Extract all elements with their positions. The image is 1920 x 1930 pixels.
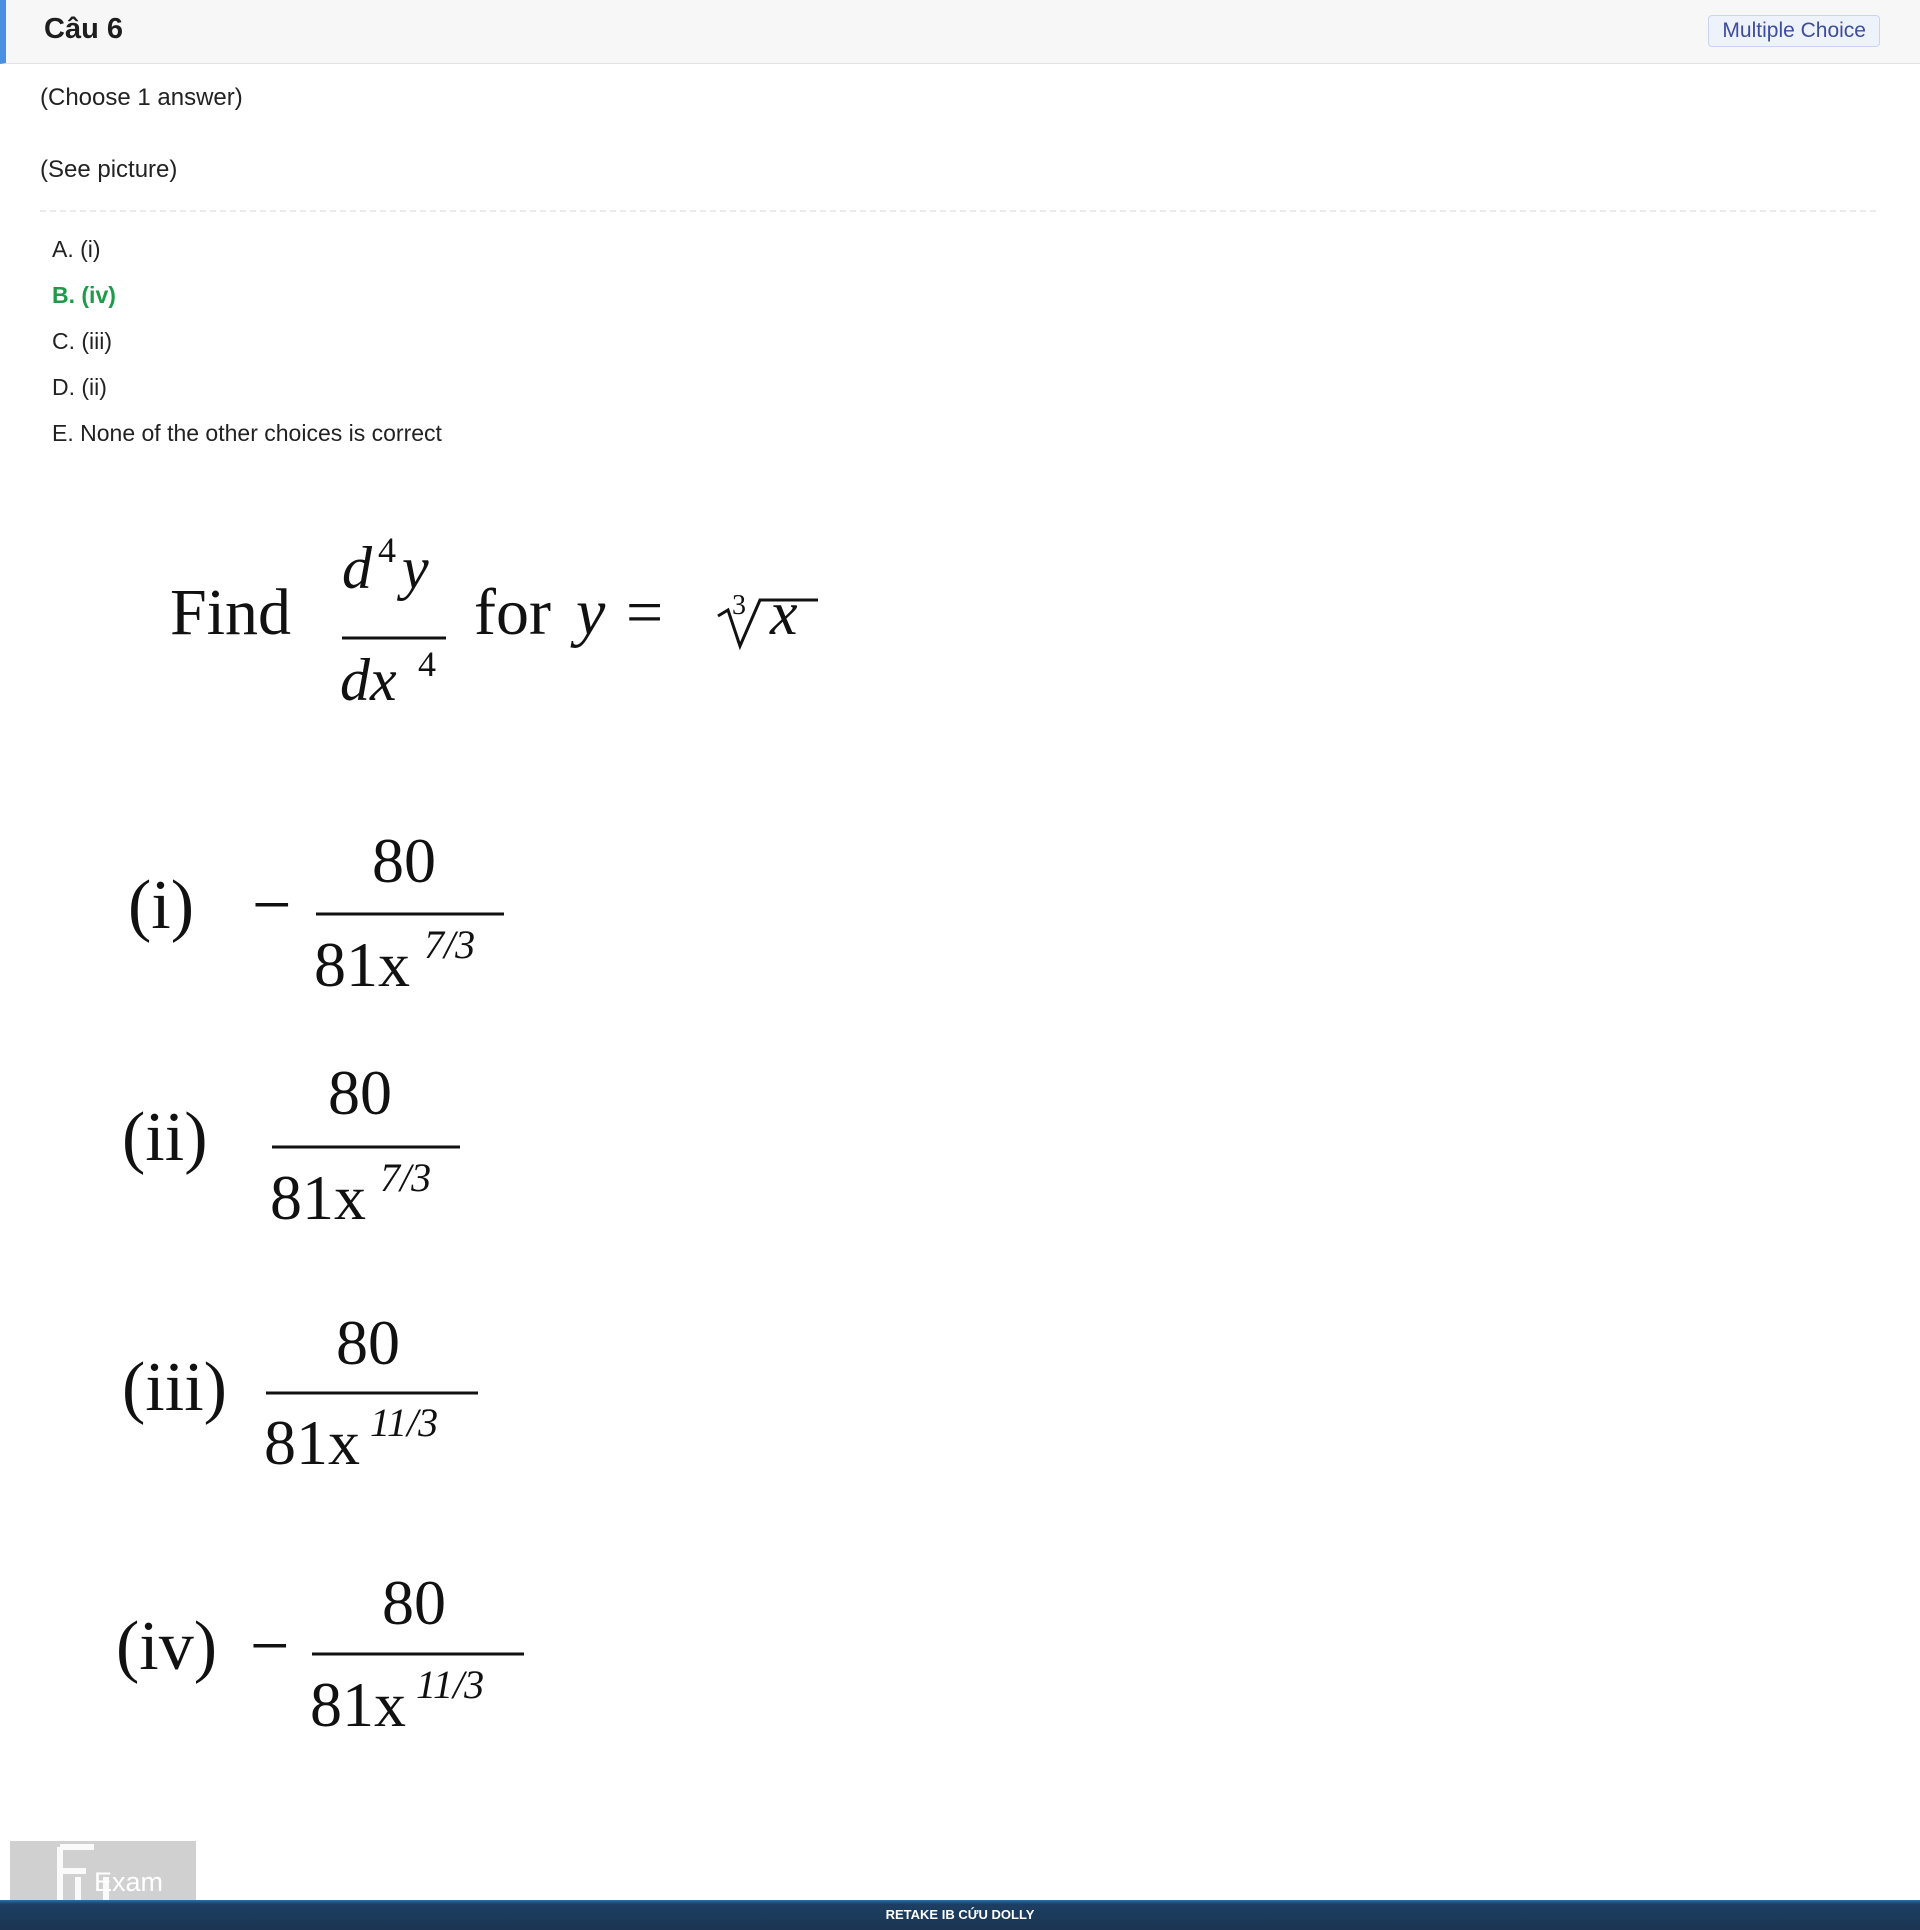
choice-i-numerator: 80: [372, 825, 436, 896]
answer-options: [52, 226, 442, 456]
option-b-correct[interactable]: B. (iv): [52, 282, 116, 308]
option-e[interactable]: E. None of the other choices is correct: [52, 420, 442, 446]
for-word: for: [474, 576, 551, 649]
choice-iii-denominator: 81x: [264, 1407, 360, 1478]
divider: [40, 210, 1876, 212]
choice-i: [128, 825, 504, 1000]
choice-ii-denominator: 81x: [270, 1162, 366, 1233]
footer-text: RETAKE IB CỨU DOLLY: [885, 1907, 1035, 1922]
choice-iv-sign: −: [250, 1608, 290, 1685]
option-a[interactable]: A. (i): [52, 236, 101, 262]
choice-ii-label: (ii): [122, 1099, 208, 1176]
choice-iii-exponent: 11/3: [370, 1400, 439, 1445]
footer-bar: [0, 1900, 1920, 1930]
choice-i-exponent: 7/3: [424, 922, 476, 967]
question-prompt: (See picture): [40, 156, 178, 183]
deriv-numerator-exp: 4: [378, 530, 396, 570]
question-type-badge: Multiple Choice: [1708, 15, 1880, 47]
answer-instruction: (Choose 1 answer): [40, 84, 243, 111]
choice-iii-label: (iii): [122, 1349, 227, 1426]
find-word: Find: [170, 576, 292, 649]
choice-ii: [122, 1057, 460, 1233]
root-radicand: x: [770, 580, 798, 648]
choice-iv-exponent: 11/3: [416, 1662, 485, 1707]
deriv-denominator-exp: 4: [418, 644, 436, 684]
choice-ii-exponent: 7/3: [380, 1155, 432, 1200]
choice-i-sign: −: [252, 867, 292, 944]
choice-iii-numerator: 80: [336, 1307, 400, 1378]
question-picture: [100, 520, 860, 1740]
choice-ii-numerator: 80: [328, 1057, 392, 1128]
deriv-denominator: dx: [340, 647, 397, 713]
question-title: Câu 6: [44, 13, 123, 45]
question-header: [0, 0, 1920, 64]
root-index: 3: [732, 590, 746, 621]
equation-lhs: y =: [576, 576, 667, 649]
choice-iii: [122, 1307, 478, 1478]
choice-i-label: (i): [128, 867, 195, 944]
choice-iv: [116, 1567, 524, 1740]
problem-statement: [170, 530, 818, 713]
choice-iv-numerator: 80: [382, 1567, 446, 1638]
watermark-text: Exam: [94, 1867, 164, 1897]
option-c[interactable]: C. (iii): [52, 328, 113, 354]
choice-iv-denominator: 81x: [310, 1669, 406, 1740]
choice-i-denominator: 81x: [314, 929, 410, 1000]
choice-iv-label: (iv): [116, 1608, 218, 1685]
option-d[interactable]: D. (ii): [52, 374, 107, 400]
deriv-numerator-d: d: [342, 535, 372, 601]
deriv-numerator-var: y: [402, 535, 429, 601]
